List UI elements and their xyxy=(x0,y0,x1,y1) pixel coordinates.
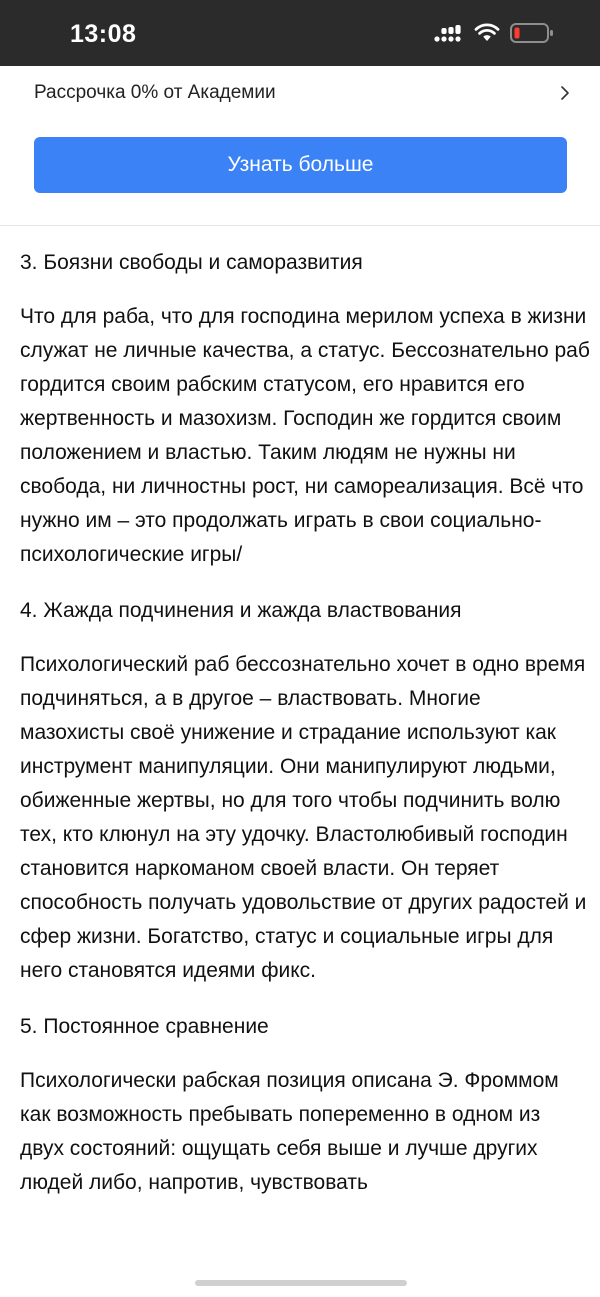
section-heading: 5. Постоянное сравнение xyxy=(20,1015,269,1038)
section-paragraph: Психологический раб бессознательно хочет в одно время подчиняться, а в другое – властвовать. Многие мазохисты своё унижение и страдание используют как инструмент манипуляции. Они манипулируют людьми, обиженные жертвы, но для того чтобы подчинить волю тех, кто клюнул на эту удочку. Властолюбивый господин становится наркоманом своей власти. Он теряет способность получать удовольствие от других радостей и сфер жизни. Богатство, статус и социальные игры для него становятся идеями фикс. xyxy=(20,653,587,982)
promo-block xyxy=(0,66,600,226)
status-icons xyxy=(434,24,554,46)
wifi-icon xyxy=(474,23,500,48)
status-time: 13:08 xyxy=(70,20,137,48)
learn-more-button[interactable]: Узнать больше xyxy=(34,137,567,193)
section-paragraph: Психологически рабская позиция описана Э. Фроммом как возможность пребывать попеременно в одном из двух состояний: ощущать себя выше и лучше других людей либо, напротив, чувствовать xyxy=(20,1069,559,1194)
article-body xyxy=(20,246,590,1222)
cellular-signal-icon xyxy=(434,24,464,47)
section-paragraph: Что для раба, что для господина мерилом успеха в жизни служат не личные качества, а статус. Бессознательно раб гордится своим рабским статусом, его нравится его жертвенность и мазохизм. Господин же гордится своим положением и властью. Таким людям не нужны ни свобода, ни личностны рост, ни самореализация. Всё что нужно им – это продолжать играть в свои социально-психологические игры/ xyxy=(20,305,590,566)
installment-link[interactable] xyxy=(34,78,574,108)
section-heading: 3. Боязни свободы и саморазвития xyxy=(20,251,363,274)
status-bar xyxy=(0,0,600,66)
installment-label: Рассрочка 0% от Академии xyxy=(34,82,276,103)
battery-low-icon xyxy=(510,22,554,49)
section-heading: 4. Жажда подчинения и жажда властвования xyxy=(20,599,462,622)
home-indicator[interactable] xyxy=(195,1280,407,1286)
chevron-right-icon xyxy=(556,84,574,102)
